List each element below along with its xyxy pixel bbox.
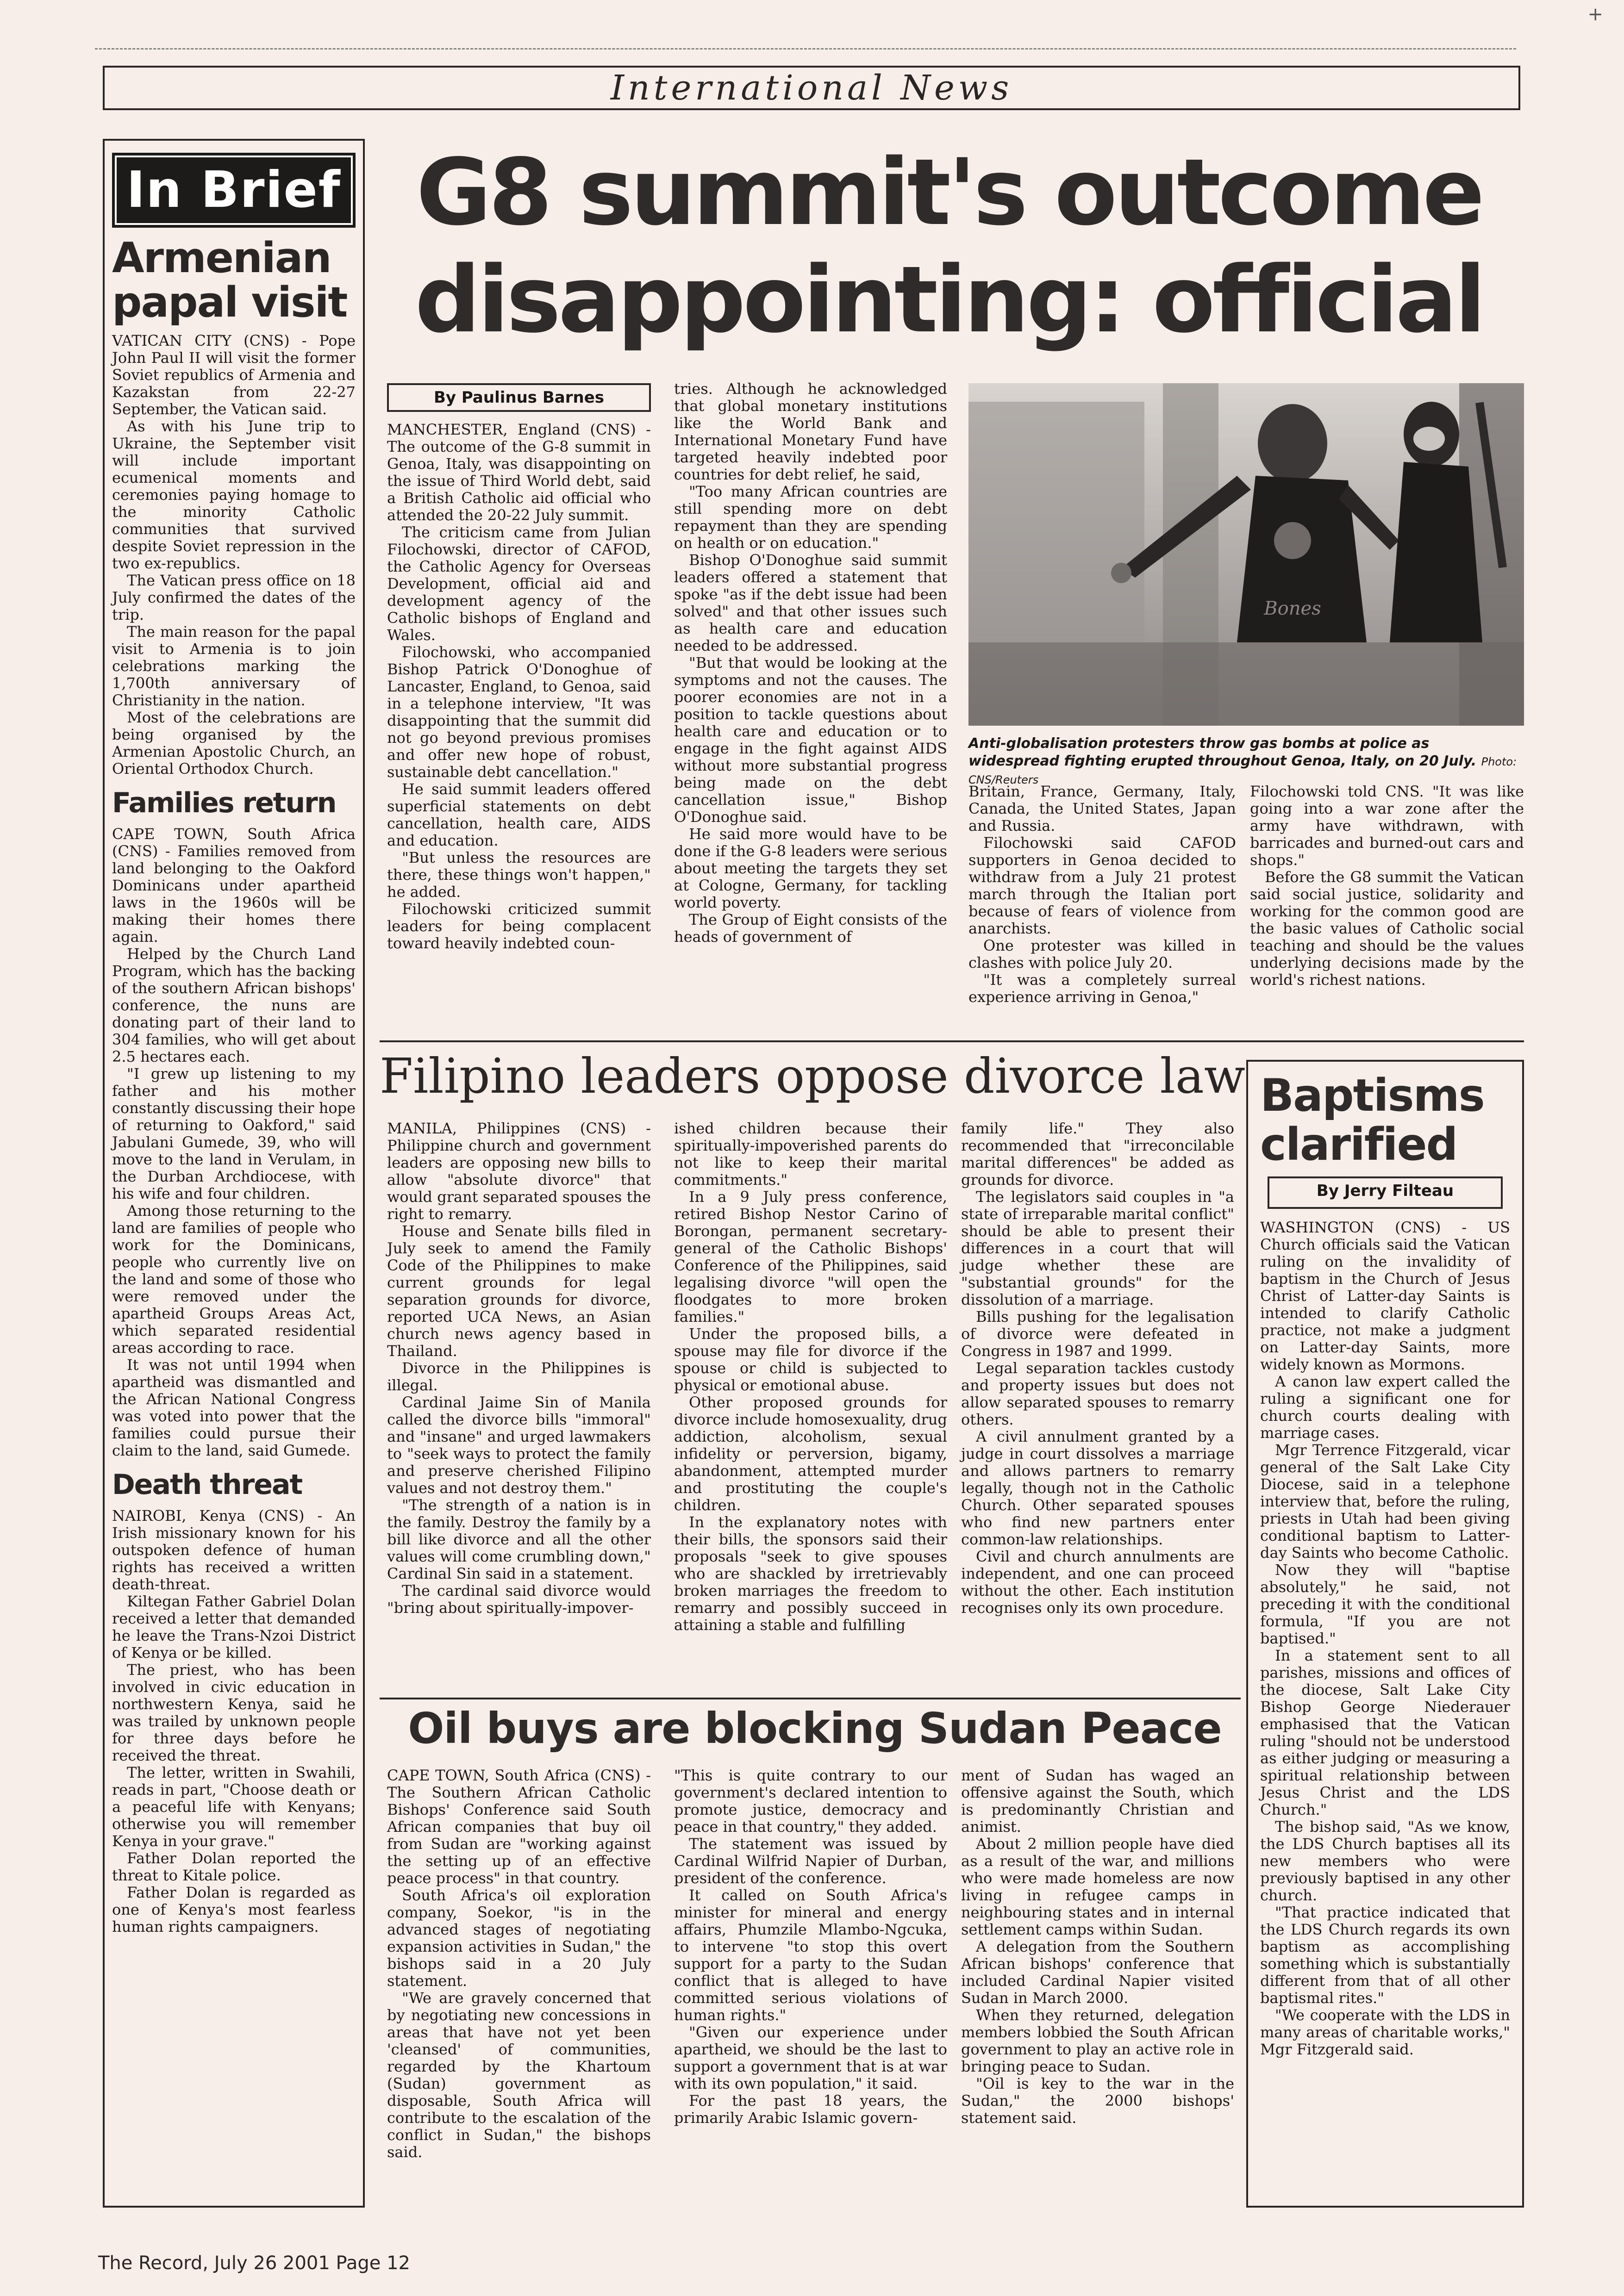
paragraph: The cardinal said divorce would "bring about spiritually-impover- [387, 1582, 651, 1617]
crop-mark-plus: + [1587, 4, 1603, 25]
photo-caption [968, 735, 1524, 786]
in-brief-column [103, 139, 365, 2208]
paragraph: "Given our experience under apartheid, we should be the last to support a government that is at war with its own population," it said. [674, 2023, 947, 2092]
baptisms-body [1260, 1219, 1510, 2058]
brief-body-families [112, 826, 356, 1459]
caption-text: Anti-globalisation protesters throw gas bombs at police as widespread fighting erupted throughout Genoa, Italy, on 20 July. [968, 735, 1477, 769]
paragraph: Most of the celebrations are being organised by the Armenian Apostolic Church, an Oriental Orthodox Church. [112, 709, 356, 778]
paragraph: A canon law expert called the ruling a significant one for church courts dealing with marriage cases. [1260, 1373, 1510, 1442]
paragraph: "But that would be looking at the symptoms and not the causes. The poorer economies are not in a position to tackle questions about health care and education or to engage in the fight against AIDS without more substantial progress being made on the debt cancellation issue," Bishop O'Donoghue said. [674, 654, 947, 826]
paragraph: Mgr Terrence Fitzgerald, vicar general of the Salt Lake City Diocese, said in a telephone interview that, before the ruling, priests in Utah had been giving conditional baptism to Latter-day Saints who become Catholic. [1260, 1441, 1510, 1562]
sudan-column-3 [961, 1767, 1234, 2202]
g8-headline-line1: G8 summit's outcome [416, 139, 1482, 246]
divider-g8 [380, 1040, 1524, 1042]
filipino-column-3 [961, 1120, 1234, 1694]
paragraph: Bills pushing for the legalisation of divorce were defeated in Congress in 1987 and 1999. [961, 1308, 1234, 1360]
baptisms-headline-line1: Baptisms [1260, 1070, 1484, 1121]
paragraph: A civil annulment granted by a judge in court dissolves a marriage and allows partners to remarry legally, though not in the Catholic Church. Other separated spouses who find new partners enter common-law relationships. [961, 1428, 1234, 1548]
g8-byline: By Paulinus Barnes [387, 383, 651, 412]
paragraph: Cardinal Jaime Sin of Manila called the divorce bills "immoral" and "insane" and urged lawmakers to "seek ways to protect the family and preserve cherished Filipino values and not destroy them." [387, 1394, 651, 1497]
paragraph: The letter, written in Swahili, reads in part, "Choose death or a peaceful life with Kenyans; otherwise you will remember Kenya in your grave." [112, 1764, 356, 1850]
brief-body-armenian [112, 332, 356, 778]
paragraph: CAPE TOWN, South Africa (CNS) - Families removed from land belonging to the Oakford Dominicans under apartheid laws in the 1960s will be making their homes there again. [112, 825, 356, 946]
paragraph: It was not until 1994 when apartheid was dismantled and the African National Congress was voted into power that the families could pursue their claim to the land, said Gumede. [112, 1356, 356, 1459]
paragraph: Civil and church annulments are independent, and one can proceed without the other. Each institution recognises only its own procedure. [961, 1548, 1234, 1617]
paragraph: Father Dolan is regarded as one of Kenya's most fearless human rights campaigners. [112, 1884, 356, 1935]
paragraph: Legal separation tackles custody and property issues but does not allow separated spouses to remarry others. [961, 1359, 1234, 1428]
paragraph: The statement was issued by Cardinal Wilfrid Napier of Durban, president of the conference. [674, 1835, 947, 1887]
divider-filipino [380, 1698, 1241, 1699]
paragraph: "That practice indicated that the LDS Church regards its own baptism as accomplishing something which is substantially different from that of all other baptismal rites." [1260, 1904, 1510, 2007]
g8-column-3 [968, 783, 1236, 1037]
paragraph: The bishop said, "As we know, the LDS Church baptises all its new members who were previously baptised in any other church. [1260, 1818, 1510, 1904]
paragraph: Filochowski said CAFOD supporters in Genoa decided to withdraw from a July 21 protest march through the Italian port because of fears of violence from anarchists. [968, 834, 1236, 937]
paragraph: In a 9 July press conference, retired Bishop Nestor Carino of Borongan, permanent secretary-general of the Catholic Bishops' Conference of the Philippines, said legalising divorce "will open the floodgates to more broken families." [674, 1188, 947, 1325]
paragraph: "We are gravely concerned that by negotiating new concessions in areas that have not yet been 'cleansed' of communities, regarded by the Khartoum (Sudan) government as disposable, South Africa will contribute to the escalation of the conflict in Sudan," the bishops said. [387, 1989, 651, 2161]
g8-headline [375, 139, 1523, 356]
in-brief-badge: In Brief [112, 153, 356, 228]
photo-credit: Photo: CNS/Reuters [968, 755, 1517, 786]
g8-headline-line2: disappointing: official [415, 246, 1483, 353]
paragraph: Kiltegan Father Gabriel Dolan received a letter that demanded he leave the Trans-Nzoi District of Kenya or be killed. [112, 1593, 356, 1661]
section-title: International News [610, 68, 1013, 108]
baptisms-byline: By Jerry Filteau [1268, 1176, 1503, 1209]
paragraph: "It was a completely surreal experience arriving in Genoa," [968, 971, 1236, 1006]
shirt-text: Bones [1264, 598, 1321, 619]
sudan-column-1 [387, 1767, 651, 2202]
paragraph: Britain, France, Germany, Italy, Canada, the United States, Japan and Russia. [968, 783, 1236, 834]
baptisms-headline-line2: clarified [1260, 1119, 1457, 1170]
paragraph: A delegation from the Southern African bishops' conference that included Cardinal Napier visited Sudan in March 2000. [961, 1938, 1234, 2007]
crop-line-top [95, 48, 1516, 50]
sudan-headline: Oil buys are blocking Sudan Peace [408, 1704, 1222, 1753]
paragraph: Father Dolan reported the threat to Kitale police. [112, 1849, 356, 1884]
paragraph: Under the proposed bills, a spouse may file for divorce if the spouse or child is subjected to physical or emotional abuse. [674, 1325, 947, 1394]
paragraph: "Too many African countries are still spending more on debt repayment than they are spending on health or on education." [674, 483, 947, 552]
paragraph: Before the G8 summit the Vatican said social justice, solidarity and working for the common good are the basic values of Catholic social teaching and should be the values underlying decisions made by the world's richest nations. [1250, 868, 1524, 989]
paragraph: It called on South Africa's minister for mineral and energy affairs, Phumzile Mlambo-Ngcuka, to intervene "to stop this overt support for a party to the Sudan conflict that is alleged to have committed serious violations of human rights." [674, 1886, 947, 2024]
paragraph: Among those returning to the land are families of people who work for the Dominicans, people who currently live on the land and some of those who were removed under the apartheid Groups Areas Act, which separated residential areas according to race. [112, 1202, 356, 1356]
paragraph: The legislators said couples in "a state of irreparable marital conflict" should be able to present their differences in a court that will judge whether these are "substantial grounds" for the dissolution of a marriage. [961, 1188, 1234, 1308]
paragraph: Now they will "baptise absolutely," he said, not preceding it with the conditional formula, "If you are not baptised." [1260, 1561, 1510, 1647]
section-banner [103, 66, 1520, 110]
paragraph: As with his June trip to Ukraine, the September visit will include important ecumenical moments and ceremonies paying homage to the minority Catholic communities that survived despite Soviet repression in the two ex-republics. [112, 417, 356, 572]
brief-headline-families: Families return [112, 787, 336, 819]
paragraph: Other proposed grounds for divorce include homosexuality, drug addiction, alcoholism, sexual infidelity or perversion, bigamy, abandonment, attempted murder and prostituting the couple's children. [674, 1394, 947, 1514]
paragraph: The priest, who has been involved in civic education in northwestern Kenya, said he was trailed by unknown people for three days before he received the threat. [112, 1661, 356, 1764]
g8-column-1 [387, 421, 651, 1037]
filipino-headline: Filipino leaders oppose divorce law [380, 1048, 1245, 1104]
paragraph: ment of Sudan has waged an offensive against the South, which is predominantly Christian and animist. [961, 1767, 1234, 1836]
paragraph: In a statement sent to all parishes, missions and offices of the diocese, Salt Lake City Bishop George Niederauer emphasised that the Vatican ruling "should not be understood as either judging or measuring a spiritual relationship between Jesus Christ and the LDS Church." [1260, 1647, 1510, 1818]
paragraph: MANCHESTER, England (CNS) - The outcome of the G-8 summit in Genoa, Italy, was disappointing on the issue of Third World debt, said a British Catholic aid official who attended the 20-22 July summit. [387, 421, 651, 524]
paragraph: The Group of Eight consists of the heads of government of [674, 911, 947, 946]
paragraph: WASHINGTON (CNS) - US Church officials said the Vatican ruling on the invalidity of baptism in the Church of Jesus Christ of Latter-day Saints is intended to clarify Catholic practice, not make a judgment on Latter-day Saints, more widely known as Mormons. [1260, 1219, 1510, 1373]
brief-headline-death-threat: Death threat [112, 1468, 302, 1501]
baptisms-box [1246, 1060, 1524, 2208]
paragraph: Filochowski told CNS. "It was like going into a war zone after the army have withdrawn, with barricades and burned-out cars and shops." [1250, 783, 1524, 869]
paragraph: About 2 million people have died as a result of the war, and millions who were made homeless are now living in refugee camps in neighbouring states and in internal settlement camps within Sudan. [961, 1835, 1234, 1938]
paragraph: One protester was killed in clashes with police July 20. [968, 937, 1236, 971]
brief-headline-armenian: Armenian papal visit [112, 234, 347, 327]
paragraph: "Oil is key to the war in the Sudan," the 2000 bishops' statement said. [961, 2075, 1234, 2127]
paragraph: Filochowski criticized summit leaders for being complacent toward heavily indebted coun- [387, 900, 651, 952]
paragraph: "This is quite contrary to our government's declared intention to promote justice, democracy and peace in that country," they added. [674, 1767, 947, 1836]
paragraph: For the past 18 years, the primarily Arabic Islamic govern- [674, 2092, 947, 2127]
paragraph: He said more would have to be done if the G-8 leaders were serious about meeting the targets they set at Cologne, Germany, for tackling world poverty. [674, 825, 947, 911]
paragraph: "We cooperate with the LDS in many areas of charitable works," Mgr Fitzgerald said. [1260, 2006, 1510, 2058]
filipino-column-1 [387, 1120, 651, 1694]
paragraph: The Vatican press office on 18 July confirmed the dates of the trip. [112, 572, 356, 623]
protester-illustration [968, 383, 1524, 726]
paragraph: "But unless the resources are there, these things won't happen," he added. [387, 849, 651, 901]
g8-column-2 [674, 380, 947, 1037]
paragraph: NAIROBI, Kenya (CNS) - An Irish missionary known for his outspoken defence of human rights has received a written death-threat. [112, 1507, 356, 1593]
sudan-column-2 [674, 1767, 947, 2202]
paragraph: ished children because their spiritually-impoverished parents do not like to keep their marital commitments." [674, 1120, 947, 1188]
paragraph: He said summit leaders offered superficial statements on debt cancellation, health care, AIDS and education. [387, 780, 651, 849]
paragraph: South Africa's oil exploration company, Soekor, "is in the advanced stages of negotiating expansion activities in Sudan," the bishops said in a 20 July statement. [387, 1886, 651, 1990]
paragraph: tries. Although he acknowledged that global monetary institutions like the World Bank and International Monetary Fund have targeted heavily indebted poor countries for debt relief, he said, [674, 380, 947, 483]
paragraph: The criticism came from Julian Filochowski, director of CAFOD, the Catholic Agency for Overseas Development, official aid and development agency of the Catholic bishops of England and Wales. [387, 523, 651, 644]
filipino-column-2 [674, 1120, 947, 1694]
paragraph: CAPE TOWN, South Africa (CNS) - The Southern African Catholic Bishops' Conference said South African companies that buy oil from Sudan are "working against the setting up of an effective peace process" in that country. [387, 1767, 651, 1887]
g8-column-4 [1250, 783, 1524, 1037]
paragraph: House and Senate bills filed in July seek to amend the Family Code of the Philippines to make current grounds for legal separation grounds for divorce, reported UCA News, an Asian church news agency based in Thailand. [387, 1222, 651, 1360]
paragraph: family life." They also recommended that "irreconcilable marital differences" be added as grounds for divorce. [961, 1120, 1234, 1188]
paragraph: MANILA, Philippines (CNS) - Philippine church and government leaders are opposing new bills to allow "absolute divorce" that would grant separated spouses the right to remarry. [387, 1120, 651, 1223]
paragraph: "I grew up listening to my father and his mother constantly discussing their hope of returning to Oakford," said Jabulani Gumede, 39, who will move to the land in Verulam, in the Durban Archdiocese, with his wife and four children. [112, 1065, 356, 1202]
paragraph: Helped by the Church Land Program, which has the backing of the southern African bishops' conference, the nuns are donating part of their land to 304 families, who will get about 2.5 hectares each. [112, 945, 356, 1065]
protest-photo [968, 383, 1524, 726]
footer-publication: The Record, July 26 2001 [98, 2252, 330, 2274]
paragraph: The main reason for the papal visit to Armenia is to join celebrations marking the 1,700th anniversary of Christianity in the nation. [112, 623, 356, 709]
paragraph: "The strength of a nation is in the family. Destroy the family by a bill like divorce and all the other values will come crumbling down," Cardinal Sin said in a statement. [387, 1496, 651, 1582]
brief-body-death-threat [112, 1507, 356, 1935]
page-footer [98, 2249, 654, 2277]
paragraph: Filochowski, who accompanied Bishop Patrick O'Donoghue of Lancaster, England, to Genoa, said in a telephone interview, "It was disappointing that the summit did not go beyond previous promises and offer new hope of robust, sustainable debt cancellation." [387, 643, 651, 781]
paragraph: VATICAN CITY (CNS) - Pope John Paul II will visit the former Soviet republics of Armenia and Kazakstan from 22-27 September, the Vatican said. [112, 332, 356, 418]
footer-page-number: Page 12 [336, 2252, 410, 2274]
paragraph: Divorce in the Philippines is illegal. [387, 1359, 651, 1394]
paragraph: When they returned, delegation members lobbied the South African government to play an active role in bringing peace to Sudan. [961, 2006, 1234, 2075]
paragraph: Bishop O'Donoghue said summit leaders offered a statement that spoke "as if the debt issue had been solved" and that other issues such as health care and education needed to be addressed. [674, 551, 947, 654]
paragraph: In the explanatory notes with their bills, the sponsors said their proposals "seek to give spouses who are shackled by irretrievably broken marriages the freedom to remarry and possibly succeed in attaining a stable and fulfilling [674, 1513, 947, 1634]
